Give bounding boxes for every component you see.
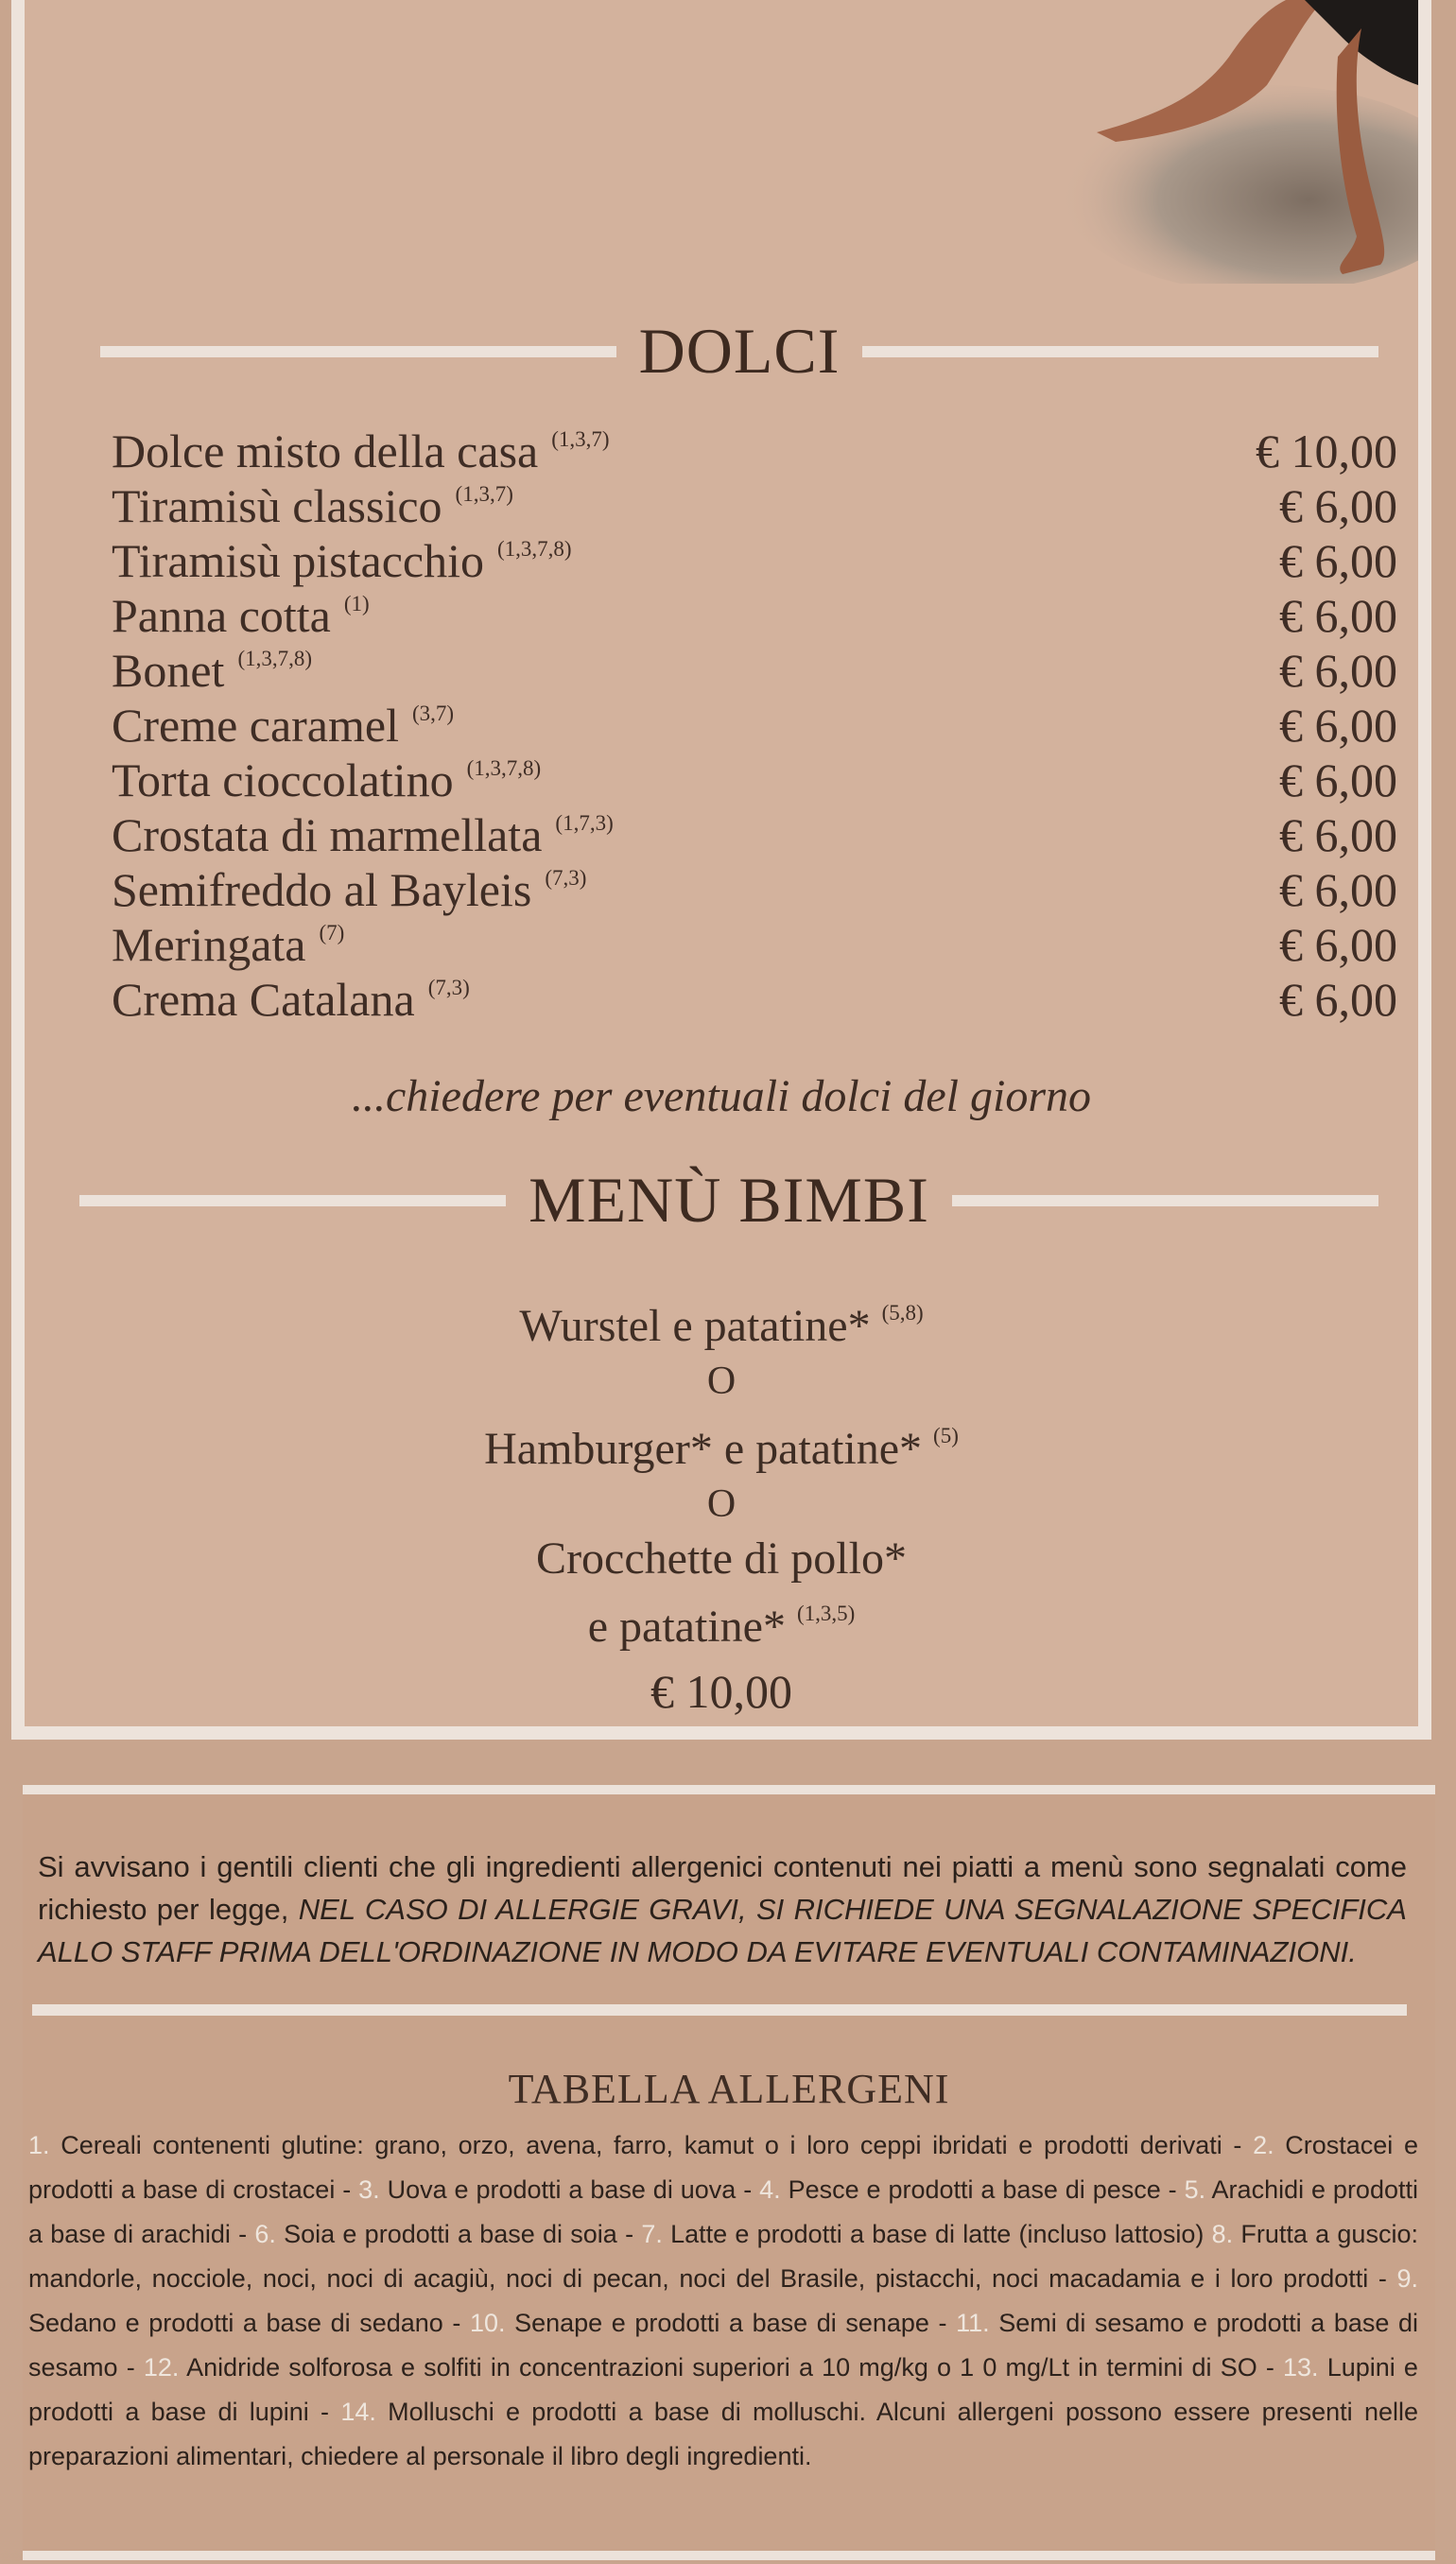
allergen-codes: (1,3,7,8) xyxy=(237,647,313,670)
dessert-price: € 6,00 xyxy=(1279,808,1397,861)
dessert-name: Tiramisù pistacchio xyxy=(112,534,484,587)
dessert-item xyxy=(112,533,1397,588)
dessert-item xyxy=(112,424,1397,478)
allergen-codes: (1,3,5) xyxy=(796,1602,856,1625)
kids-option: Crocchette di pollo* xyxy=(536,1533,907,1584)
allergen-number: 5. xyxy=(1184,2175,1206,2204)
allergen-list xyxy=(28,2123,1418,2479)
allergen-codes: (1,3,7,8) xyxy=(466,756,542,780)
allergen-table-title: TABELLA ALLERGENI xyxy=(508,2066,950,2112)
allergen-number: 9. xyxy=(1396,2264,1418,2293)
dessert-price: € 6,00 xyxy=(1279,918,1397,971)
dessert-item xyxy=(112,972,1397,1027)
dessert-item xyxy=(112,588,1397,643)
dessert-price: € 6,00 xyxy=(1279,973,1397,1026)
allergen-entry: Lupini e prodotti a base di lupini - xyxy=(28,2353,1418,2426)
allergen-codes: (5,8) xyxy=(881,1301,924,1325)
kids-option xyxy=(25,1586,1418,1654)
allergen-number: 12. xyxy=(143,2353,180,2382)
dessert-item xyxy=(112,862,1397,917)
allergen-codes: (7) xyxy=(319,921,345,944)
dessert-item xyxy=(112,917,1397,972)
kids-header xyxy=(25,1163,1418,1238)
allergen-number: 4. xyxy=(759,2175,781,2204)
divider xyxy=(862,346,1378,357)
dolci-note: ...chiedere per eventuali dolci del giorno xyxy=(352,1071,1091,1121)
dessert-item xyxy=(112,478,1397,533)
allergen-entry: Semi di sesamo e prodotti a base di sesamo - xyxy=(28,2309,1418,2382)
divider xyxy=(952,1195,1378,1206)
allergen-entry: Molluschi e prodotti a base di molluschi. xyxy=(388,2398,867,2426)
dessert-name: Panna cotta xyxy=(112,589,331,642)
kids-menu xyxy=(25,1286,1418,1654)
allergen-codes: (1,7,3) xyxy=(555,811,614,835)
allergen-info-panel xyxy=(23,1785,1435,2560)
allergen-entry: Arachidi e prodotti a base di arachidi - xyxy=(28,2175,1418,2248)
allergen-codes: (1,3,7,8) xyxy=(496,537,572,561)
dessert-price: € 6,00 xyxy=(1279,699,1397,752)
allergen-number: 3. xyxy=(358,2175,380,2204)
allergen-number: 10. xyxy=(469,2309,506,2337)
dessert-name: Dolce misto della casa xyxy=(112,424,539,477)
allergen-number: 14. xyxy=(340,2398,376,2426)
dolci-title: DOLCI xyxy=(638,315,841,387)
allergen-entry: Cereali contenenti glutine: grano, orzo, avena, farro, kamut o i loro ceppi ibridati e prodotti derivati - xyxy=(61,2131,1242,2159)
kids-option-text: Wurstel e patatine* xyxy=(519,1301,871,1351)
allergen-number: 13. xyxy=(1283,2353,1319,2382)
allergen-footer: Alcuni allergeni possono essere presenti nelle preparazioni alimentari, chiedere al personale il libro degli ingredienti. xyxy=(28,2398,1418,2470)
dessert-item xyxy=(112,807,1397,862)
allergen-entry: Crostacei e prodotti a base di crostacei - xyxy=(28,2131,1418,2204)
dessert-item xyxy=(112,753,1397,807)
dessert-price: € 6,00 xyxy=(1279,479,1397,532)
kids-title: MENÙ BIMBI xyxy=(529,1164,929,1236)
dessert-item xyxy=(112,698,1397,753)
kids-option xyxy=(25,1286,1418,1354)
divider xyxy=(100,346,616,357)
allergen-codes: (3,7) xyxy=(411,702,455,725)
dessert-name: Creme caramel xyxy=(112,699,399,752)
allergen-codes: (1) xyxy=(343,592,370,615)
allergen-codes: (1,3,7) xyxy=(455,482,513,506)
allergen-entry: Soia e prodotti a base di soia - xyxy=(284,2220,634,2248)
kids-option xyxy=(25,1409,1418,1477)
dessert-name: Meringata xyxy=(112,918,306,971)
dessert-price: € 6,00 xyxy=(1279,534,1397,587)
allergen-codes: (5) xyxy=(933,1424,959,1447)
allergen-entry: Frutta a guscio: mandorle, nocciole, noci, noci di acagiù, noci di pecan, noci del Brasile, pistacchi, noci macadamia e i loro prodotti - xyxy=(28,2220,1418,2293)
divider xyxy=(79,1195,506,1206)
menu-panel xyxy=(11,0,1431,1740)
allergen-number: 11. xyxy=(956,2309,990,2337)
allergen-entry: Latte e prodotti a base di latte (incluso lattosio) xyxy=(670,2220,1205,2248)
allergen-codes: (7,3) xyxy=(427,976,470,999)
allergen-number: 8. xyxy=(1211,2220,1234,2248)
dessert-price: € 6,00 xyxy=(1279,863,1397,916)
or-separator: O xyxy=(706,1360,737,1403)
dessert-price: € 10,00 xyxy=(1256,424,1397,477)
allergen-entry: Pesce e prodotti a base di pesce - xyxy=(788,2175,1177,2204)
dessert-name: Crostata di marmellata xyxy=(112,808,543,861)
allergen-number: 1. xyxy=(28,2131,50,2159)
dessert-name: Bonet xyxy=(112,644,225,697)
or-separator: O xyxy=(706,1482,737,1526)
dolci-header xyxy=(25,314,1418,389)
notice-warning: NEL CASO DI ALLERGIE GRAVI, SI RICHIEDE UNA SEGNALAZIONE SPECIFICA ALLO STAFF PRIMA DELL'ORDINAZIONE IN MODO DA EVITARE EVENTUALI CONTAMINAZIONI. xyxy=(38,1893,1407,1968)
dessert-name: Semifreddo al Bayleis xyxy=(112,863,532,916)
decorative-photo xyxy=(983,0,1418,284)
dessert-price: € 6,00 xyxy=(1279,754,1397,806)
allergen-entry: Anidride solforosa e solfiti in concentrazioni superiori a 10 mg/kg o 1 0 mg/Lt in termini di SO - xyxy=(186,2353,1274,2382)
kids-option-text: Hamburger* e patatine* xyxy=(484,1424,923,1474)
dessert-name: Crema Catalana xyxy=(112,973,415,1026)
dessert-price: € 6,00 xyxy=(1279,644,1397,697)
notice-text: Si avvisano i gentili clienti che gli ingredienti allergenici contenuti nei piatti a menù sono segnalati come richiesto per legge, xyxy=(38,1850,1407,1926)
allergen-entry: Senape e prodotti a base di senape - xyxy=(514,2309,947,2337)
kids-price: € 10,00 xyxy=(650,1665,792,1718)
dessert-price: € 6,00 xyxy=(1279,589,1397,642)
allergen-number: 6. xyxy=(254,2220,276,2248)
allergen-number: 2. xyxy=(1253,2131,1274,2159)
allergen-notice xyxy=(38,1845,1407,1973)
divider xyxy=(32,2004,1407,2016)
dessert-list xyxy=(112,424,1397,1027)
allergen-codes: (7,3) xyxy=(545,866,587,890)
kids-option-text: e patatine* xyxy=(587,1602,786,1652)
allergen-number: 7. xyxy=(641,2220,663,2248)
dessert-name: Torta cioccolatino xyxy=(112,754,454,806)
allergen-codes: (1,3,7) xyxy=(551,427,610,451)
allergen-entry: Uova e prodotti a base di uova - xyxy=(387,2175,753,2204)
dessert-name: Tiramisù classico xyxy=(112,479,442,532)
dessert-item xyxy=(112,643,1397,698)
allergen-entry: Sedano e prodotti a base di sedano - xyxy=(28,2309,461,2337)
